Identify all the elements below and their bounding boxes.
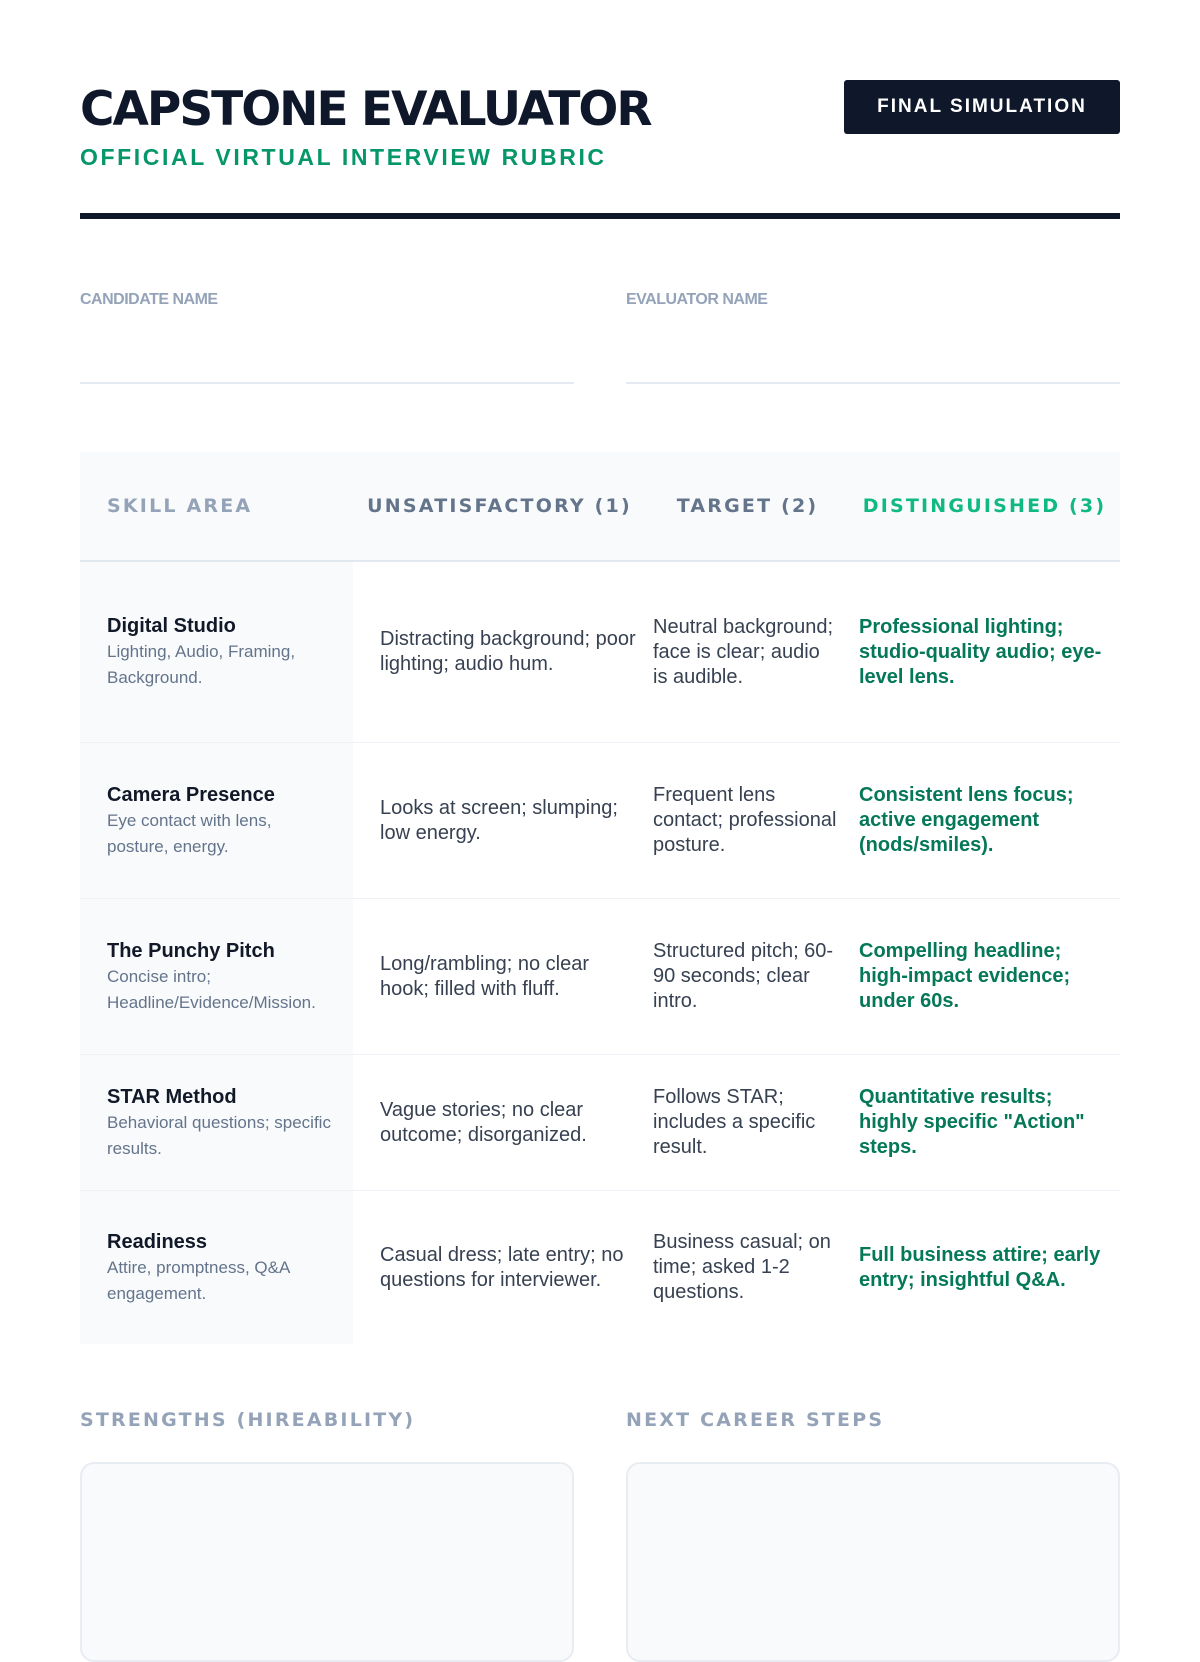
distinguished-cell: Full business attire; early entry; insightful Q&A.	[859, 1243, 1101, 1291]
table-row	[80, 1055, 1120, 1191]
candidate-name-input-line[interactable]	[80, 382, 574, 384]
skill-name: Digital Studio	[107, 615, 236, 637]
next-career-steps-section	[626, 1408, 1120, 1432]
distinguished-cell: Professional lighting; studio-quality audio; eye-level lens.	[859, 615, 1102, 688]
column-header-target: TARGET (2)	[676, 494, 819, 517]
next-career-steps-textarea[interactable]	[626, 1462, 1120, 1662]
distinguished-cell: Consistent lens focus; active engagement (nods/smiles).	[859, 784, 1074, 856]
strengths-textarea[interactable]	[80, 1462, 574, 1662]
skill-description: Eye contact with lens, posture, energy.	[107, 810, 272, 856]
unsatisfactory-cell: Distracting background; poor lighting; audio hum.	[380, 628, 636, 675]
skill-description: Behavioral questions; specific results.	[107, 1112, 331, 1158]
skill-cell	[80, 1055, 353, 1190]
target-cell: Neutral background; face is clear; audio is audible.	[653, 615, 834, 688]
evaluator-name-label: EVALUATOR NAME	[626, 291, 768, 308]
unsatisfactory-cell: Vague stories; no clear outcome; disorganized.	[380, 1098, 587, 1146]
skill-name: Readiness	[107, 1230, 208, 1253]
skill-cell	[80, 899, 353, 1054]
table-row	[80, 1191, 1120, 1344]
target-cell: Business casual; on time; asked 1-2 questions.	[653, 1231, 831, 1303]
final-simulation-badge: FINAL SIMULATION	[844, 80, 1120, 134]
unsatisfactory-cell: Long/rambling; no clear hook; filled with fluff.	[380, 952, 590, 1000]
table-row	[80, 743, 1120, 899]
evaluator-name-field[interactable]	[626, 285, 1120, 385]
rubric-header-row	[80, 452, 1120, 562]
skill-name: STAR Method	[107, 1085, 237, 1108]
skill-cell	[80, 562, 353, 742]
table-row	[80, 899, 1120, 1055]
skill-cell	[80, 743, 353, 898]
page-title: CAPSTONE EVALUATOR	[80, 82, 651, 137]
target-cell: Follows STAR; includes a specific result.	[653, 1086, 816, 1158]
rubric-table	[80, 452, 1120, 1344]
target-cell: Structured pitch; 60-90 seconds; clear intro.	[653, 940, 834, 1012]
candidate-name-label: CANDIDATE NAME	[80, 291, 218, 308]
table-row	[80, 562, 1120, 743]
column-header-skill: SKILL AREA	[107, 494, 253, 517]
distinguished-cell: Compelling headline; high-impact evidence; under 60s.	[859, 940, 1071, 1012]
skill-description: Concise intro; Headline/Evidence/Mission.	[107, 966, 316, 1012]
skill-cell	[80, 1191, 353, 1344]
strengths-section	[80, 1408, 574, 1432]
skill-name: Camera Presence	[107, 783, 275, 806]
column-header-distinguished: DISTINGUISHED (3)	[862, 494, 1107, 517]
distinguished-cell: Quantitative results; highly specific "Action" steps.	[859, 1086, 1085, 1158]
header-divider	[80, 213, 1120, 219]
rubric-page	[80, 0, 1120, 1600]
target-cell: Frequent lens contact; professional posture.	[653, 784, 837, 856]
column-header-unsatisfactory: UNSATISFACTORY (1)	[367, 494, 632, 517]
skill-description: Lighting, Audio, Framing, Background.	[107, 642, 296, 687]
skill-description: Attire, promptness, Q&A engagement.	[107, 1257, 290, 1303]
skill-name: The Punchy Pitch	[107, 939, 275, 962]
unsatisfactory-cell: Looks at screen; slumping; low energy.	[380, 796, 618, 844]
next-career-steps-label: NEXT CAREER STEPS	[626, 1409, 885, 1431]
candidate-name-field[interactable]	[80, 285, 574, 385]
strengths-label: STRENGTHS (HIREABILITY)	[80, 1409, 416, 1431]
evaluator-name-input-line[interactable]	[626, 382, 1120, 384]
unsatisfactory-cell: Casual dress; late entry; no questions for interviewer.	[380, 1243, 624, 1291]
page-subtitle: OFFICIAL VIRTUAL INTERVIEW RUBRIC	[80, 144, 607, 170]
